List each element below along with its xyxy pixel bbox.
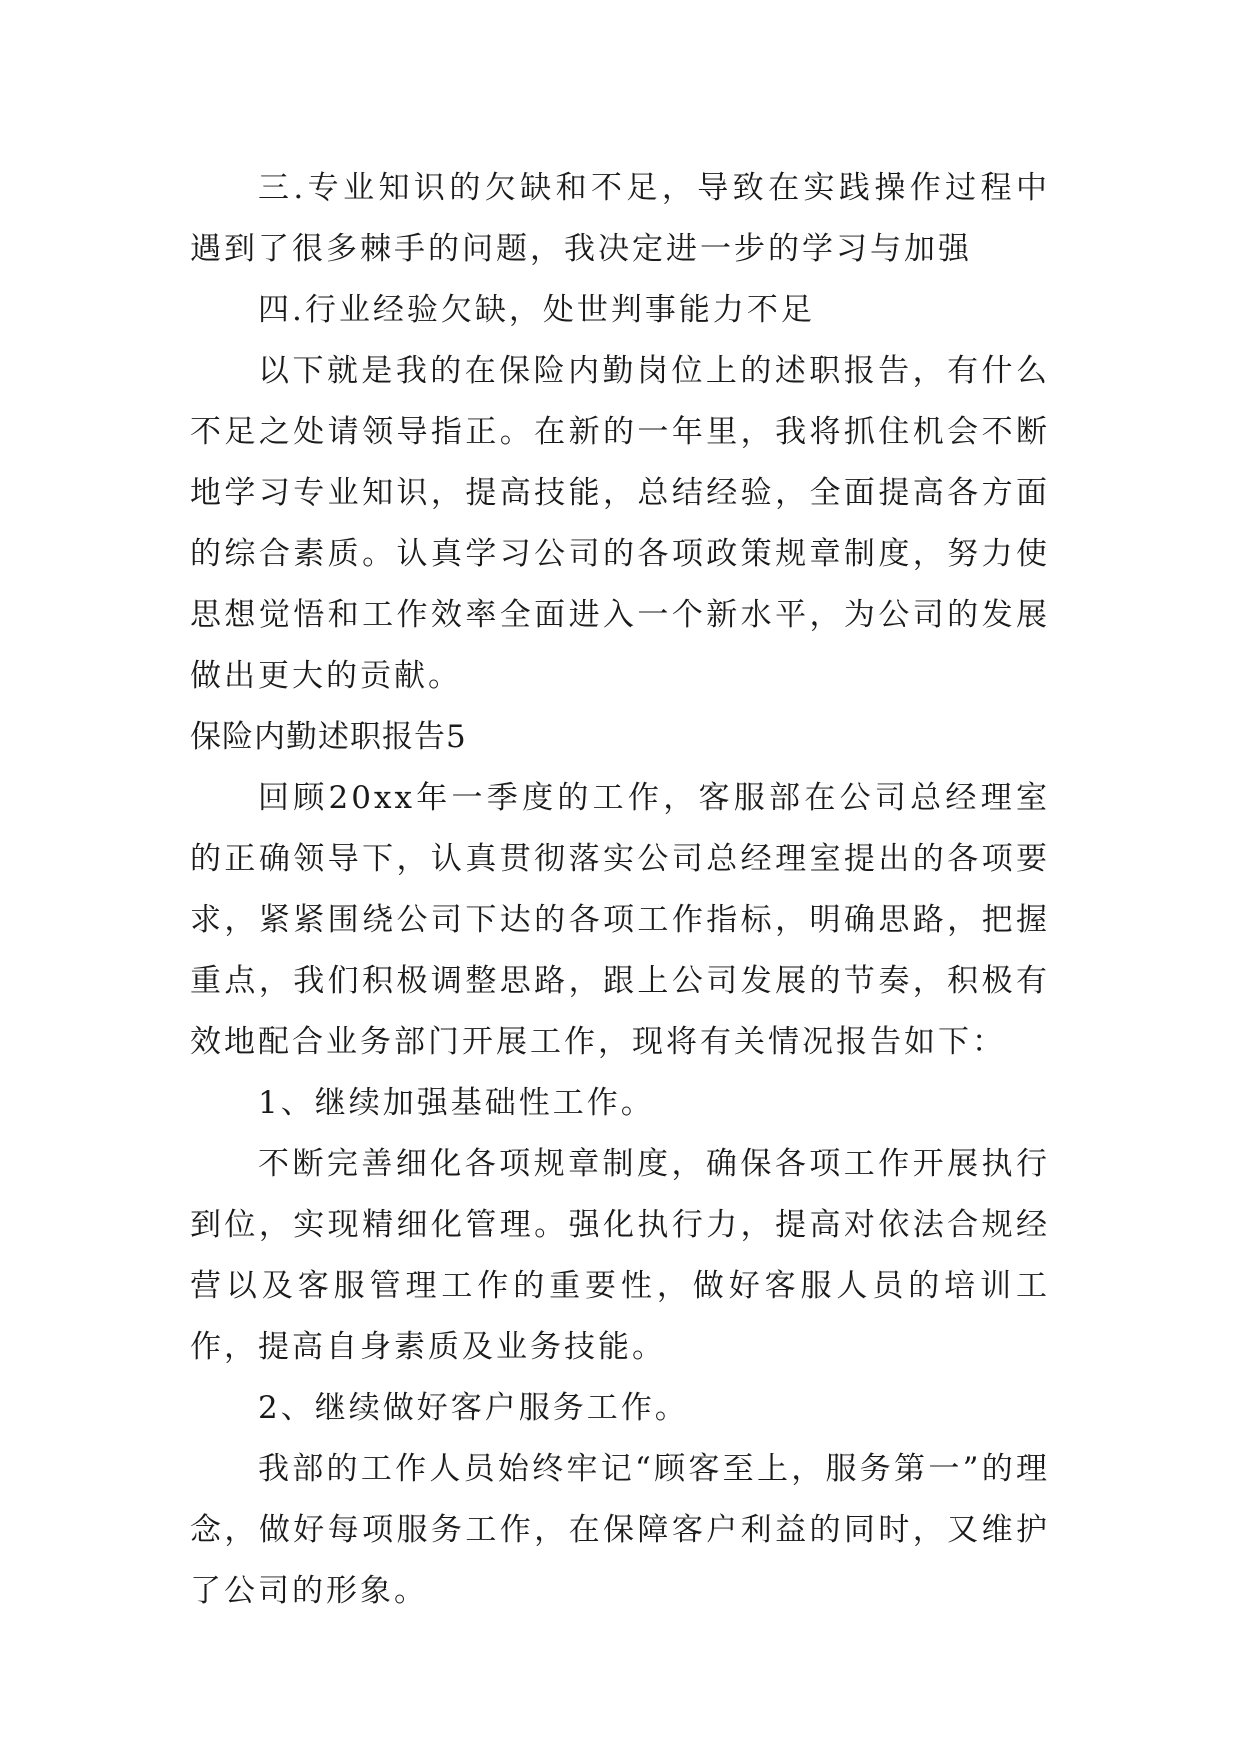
document-body xyxy=(190,158,1050,1622)
paragraph-conclusion: 以下就是我的在保险内勤岗位上的述职报告，有什么不足之处请领导指正。在新的一年里，我将抓住机会不断地学习专业知识，提高技能，总结经验，全面提高各方面的综合素质。认真学习公司的各项政策规章制度，努力使思想觉悟和工作效率全面进入一个新水平，为公司的发展做出更大的贡献。 xyxy=(190,353,1050,694)
paragraph-item-2-body: 我部的工作人员始终牢记“顾客至上，服务第一”的理念，做好每项服务工作，在保障客户利益的同时，又维护了公司的形象。 xyxy=(190,1451,1050,1609)
paragraph-item-2-title: 2、继续做好客户服务工作。 xyxy=(258,1390,689,1426)
paragraph-industry-experience: 四.行业经验欠缺，处世判事能力不足 xyxy=(258,292,815,328)
paragraph-item-1-body: 不断完善细化各项规章制度，确保各项工作开展执行到位，实现精细化管理。强化执行力，提高对依法合规经营以及客服管理工作的重要性，做好客服人员的培训工作，提高自身素质及业务技能。 xyxy=(190,1146,1050,1365)
paragraph-review: 回顾20xx年一季度的工作，客服部在公司总经理室的正确领导下，认真贯彻落实公司总经理室提出的各项要求，紧紧围绕公司下达的各项工作指标，明确思路，把握重点，我们积极调整思路，跟上公司发展的节奏，积极有效地配合业务部门开展工作，现将有关情况报告如下： xyxy=(190,780,1050,1060)
paragraph-professional-knowledge: 三.专业知识的欠缺和不足，导致在实践操作过程中遇到了很多棘手的问题，我决定进一步的学习与加强 xyxy=(190,170,1050,267)
paragraph-item-1-title: 1、继续加强基础性工作。 xyxy=(258,1085,655,1121)
section-title: 保险内勤述职报告5 xyxy=(190,719,467,755)
